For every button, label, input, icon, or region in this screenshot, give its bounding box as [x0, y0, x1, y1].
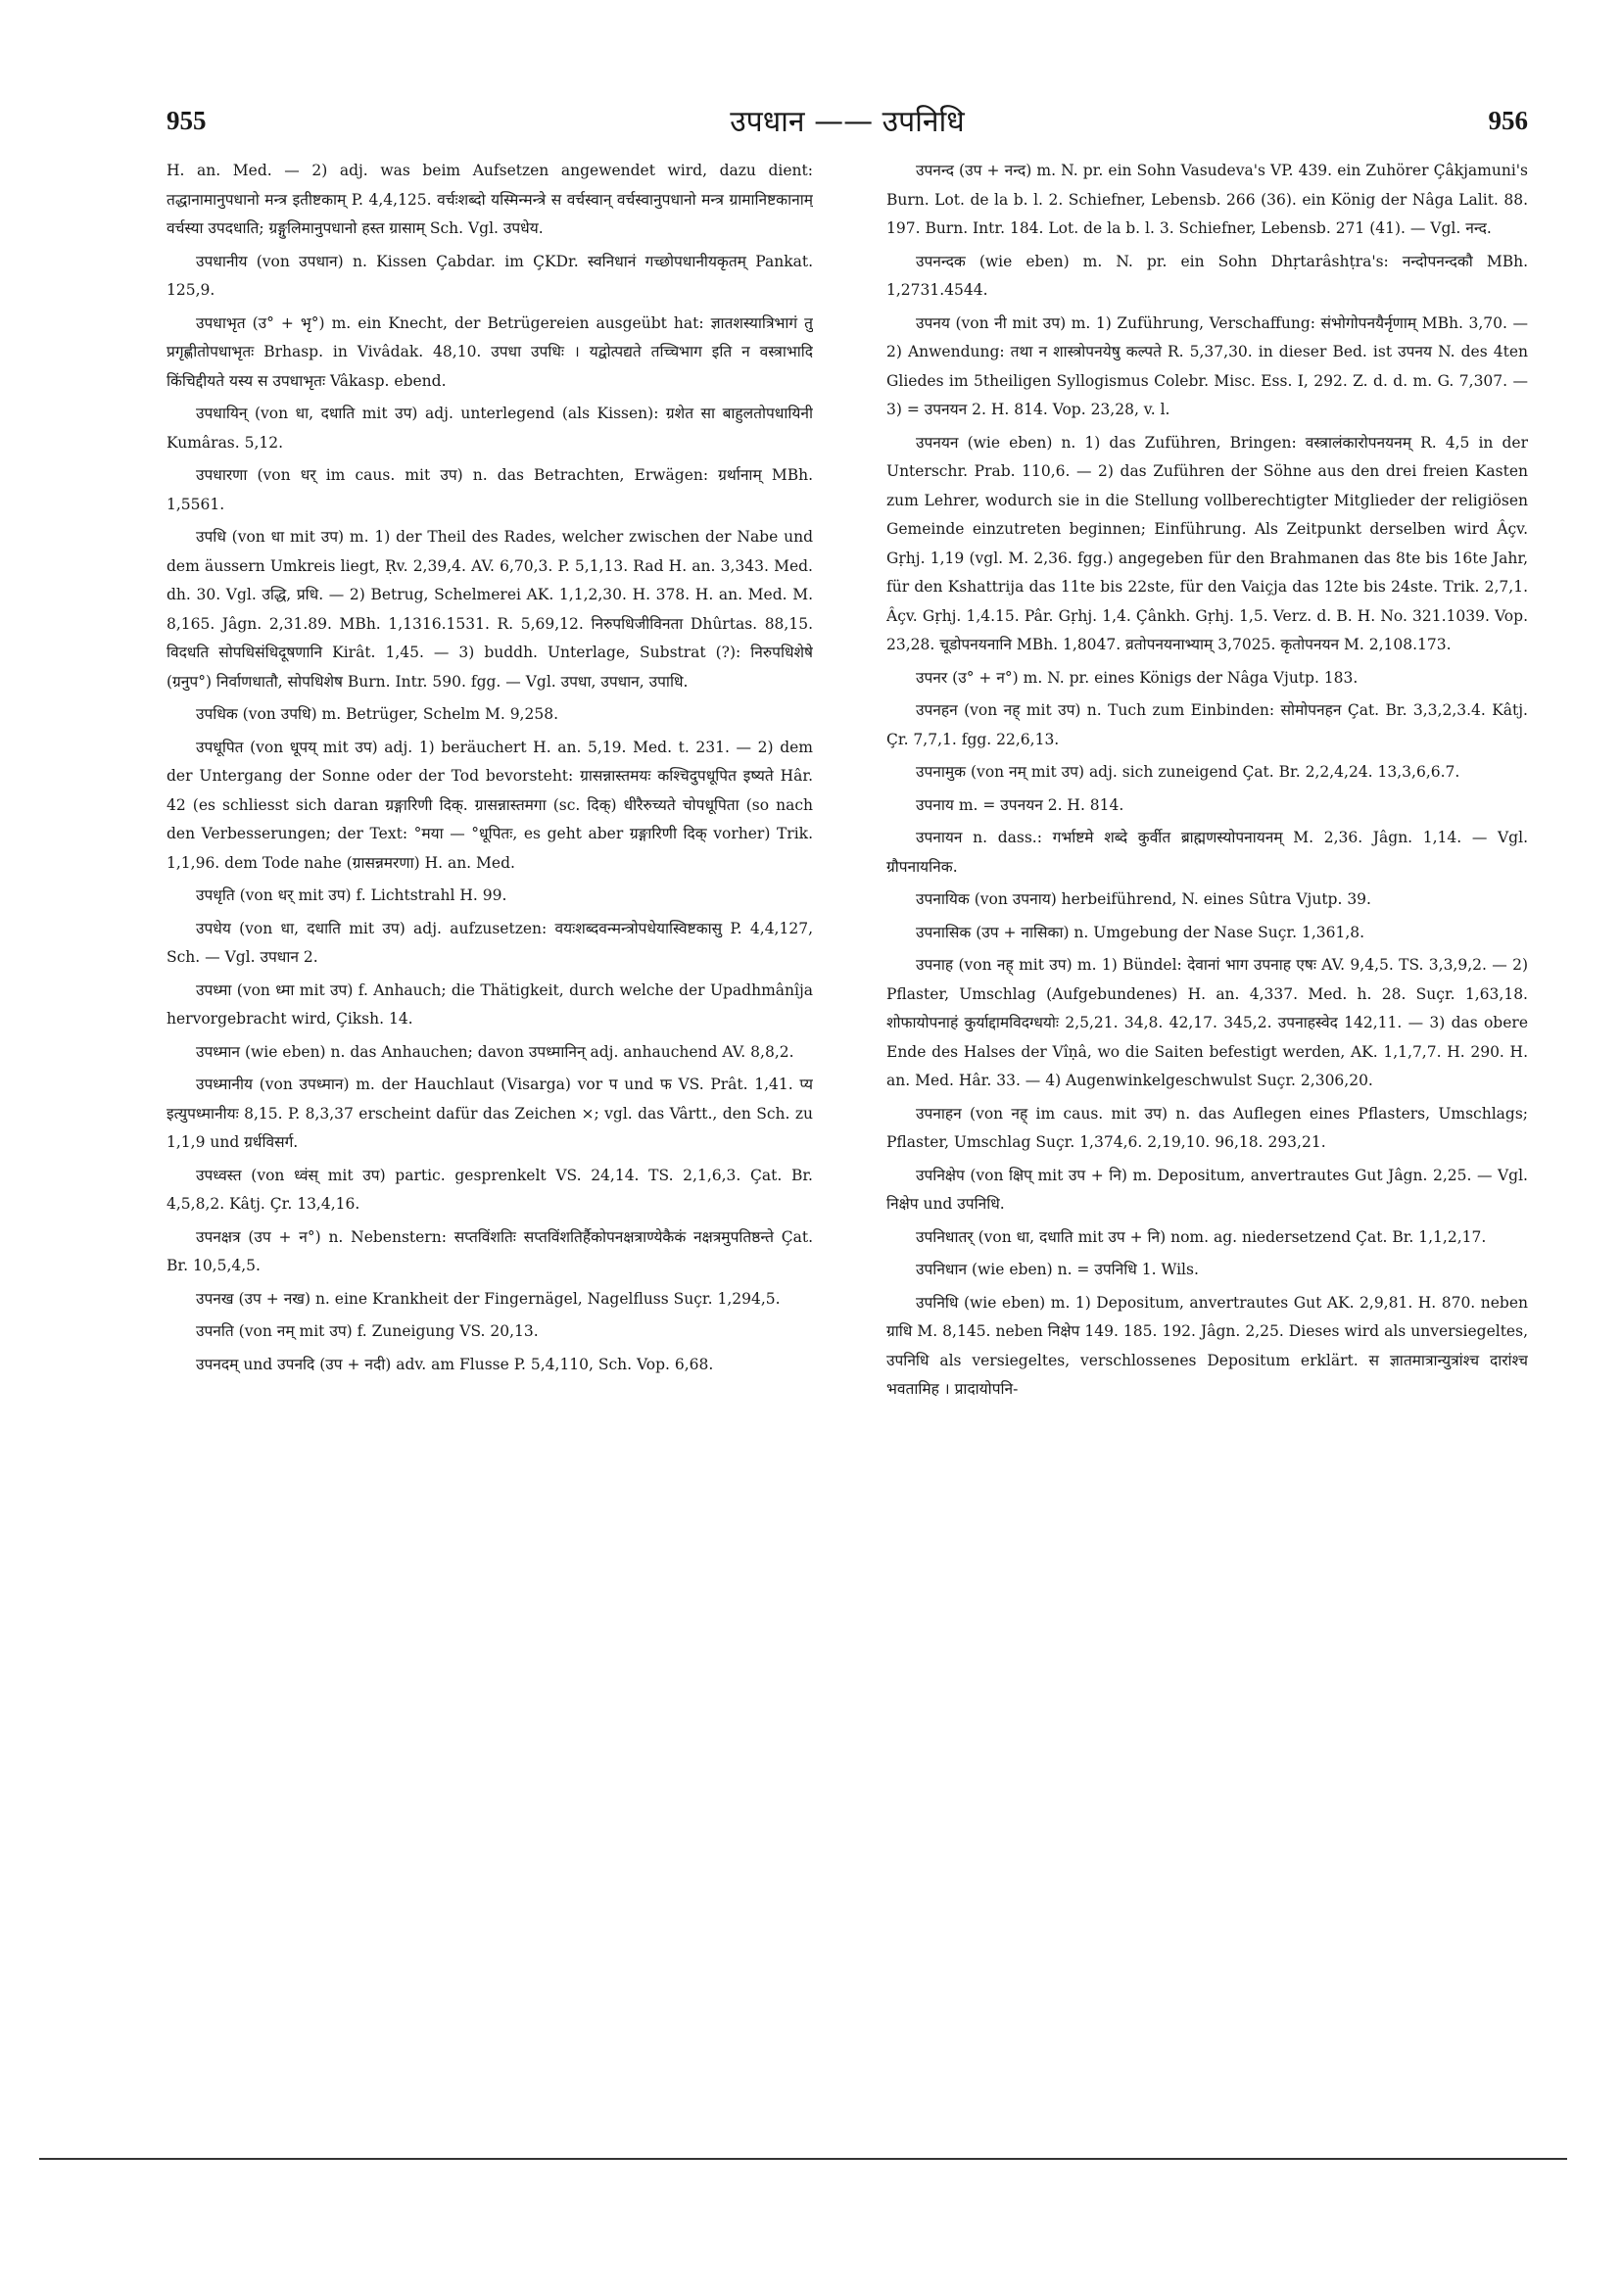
entry: उपधूपित (von धूपय् mit उप) adj. 1) beräuchert H. an. 5,19. Med. t. 231. — 2) dem der Untergang der Sonne oder der Tod bevorsteht: ग्रासन्नास्तमयः कश्चिदुपधूपित इष्यते Hâr. 42 (es schliesst sich daran ग्रङ्गारिणी दिक्. ग्रासन्नास्तमगा (sc. दिक्) धीरैरुच्यते चोपधूपिता (so nach den Verbesserungen; der Text: °मया — °धूपितः, es geht aber ग्रङ्गारिणी दिक् vorher) Trik. 1,1,96. dem Tode nahe (ग्रासन्नमरणा) H. an. Med. — [167, 738, 813, 872]
entry: उपनति (von नम् mit उप) f. Zuneigung VS. 20,13. — [196, 1322, 539, 1340]
entry: उपनयन (wie eben) n. 1) das Zuführen, Bringen: वस्त्रालंकारोपनयनम् R. 4,5 in der Unterschr. Prab. 110,6. — 2) das Zuführen der Söhne aus den drei freien Kasten zum Lehrer, wodurch sie in die Stellung vollberechtigter Mitglieder der religiösen Gemeinde einzutreten beginnen; Einführung. Als Zeitpunkt derselben wird Âçv. Gṛhj. 1,19 (vgl. M. 2,36. fgg.) angegeben für den Brahmanen das 8te bis 16te Jahr, für den Kshattrija das 11te bis 22ste, für den Vaiçja das 12te bis 24ste. Trik. 2,7,1. Âçv. Gṛhj. 1,4.15. Pâr. Gṛhj. 1,4. Çânkh. Gṛhj. 1,5. Verz. d. B. H. No. 321.1039. Vop. 23,28. चूडोपनयनानि MBh. 1,8047. व्रतोपनयनाभ्याम् 3,7025. कृतोपनयन M. 2,108.173. — [886, 433, 1528, 653]
entry: उपनय (von नी mit उप) m. 1) Zuführung, Verschaffung: संभोगोपनयैर्नृणाम् MBh. 3,70. — 2) Anwendung: तथा न शास्त्रोपनयेषु कल्पते R. 5,37,30. in dieser Bed. ist उपनय N. des 4ten Gliedes im 5theiligen Syllogismus Colebr. Misc. Ess. I, 292. Z. d. d. m. G. 7,307. — 3) = उपनयन 2. H. 814. Vop. 23,28, v. l. — [886, 313, 1528, 418]
entry: उपनाय m. = उपनयन 2. H. 814. — [916, 795, 1124, 814]
entry: उपधृति (von धर् mit उप) f. Lichtstrahl H. 99. — [196, 886, 507, 904]
entry: उपनन्द (उप + नन्द) m. N. pr. ein Sohn Vasudeva's VP. 439. ein Zuhörer Çâkjamuni's Burn. Lot. de la b. l. 2. Schiefner, Lebensb. 266 (36). ein König der Nâga Lalit. 88. 197. Burn. Intr. 184. Lot. de la b. l. 3. Schiefner, Lebensb. 271 (41). — Vgl. नन्द. — [886, 162, 1528, 237]
entry: उपनाहन (von नह् im caus. mit उप) n. das Auflegen eines Pflasters, Umschlags; Pflaster, Umschlag Suçr. 1,374,6. 2,19,10. 96,18. 293,21. — [886, 1104, 1528, 1151]
entry: उपधिक (von उपधि) m. Betrüger, Schelm M. 9,258. — [196, 705, 558, 723]
entry: उपनक्षत्र (उप + न°) n. Nebenstern: सप्तविंशतिः सप्तविंशतिर्हैकोपनक्षत्राण्येकैकं नक्षत्रमुपतिष्ठन्ते Çat. Br. 10,5,4,5. — [167, 1227, 813, 1274]
entry: उपधायिन् (von धा, दधाति mit उप) adj. unterlegend (als Kissen): ग्रशेत सा बाहुलतोपधायिनी Kumâras. 5,12. — [167, 405, 813, 452]
entry: उपधेय (von धा, दधाति mit उप) adj. aufzusetzen: वयःशब्दवन्मन्त्रोपधेयास्विष्टकासु P. 4,4,127, Sch. — Vgl. उपधान 2. — [167, 919, 813, 966]
entry: उपधाभृत (उ° + भृ°) m. ein Knecht, der Betrügereien ausgeübt hat: ज्ञातशस्यात्रिभागं तु प्रगृह्णीतोपधाभृतः Brhasp. in Vivâdak. 48,10. उपधा उपधिः । यद्वोत्पद्यते तच्चिभाग इति न वस्त्राभादि किंचिद्दीयते यस्य स उपधाभृतः Vâkasp. ebend. — [167, 313, 813, 390]
entry: उपनामुक (von नम् mit उप) adj. sich zuneigend Çat. Br. 2,2,4,24. 13,3,6,6.7. — [916, 763, 1460, 781]
entry: उपनिधातर् (von धा, दधाति mit उप + नि) nom. ag. niedersetzend Çat. Br. 1,1,2,17. — [916, 1227, 1487, 1246]
page-number-left: 955 — [167, 106, 207, 135]
entry: उपनाह (von नह् mit उप) m. 1) Bündel: देवानां भाग उपनाह एषः AV. 9,4,5. TS. 3,3,9,2. — 2) Pflaster, Umschlag (Aufgebundenes) H. an. 4,337. Med. h. 28. Suçr. 1,63,18. शोफायोपनाहं कुर्याद्दामविदग्धयोः 2,5,21. 34,8. 42,17. 345,2. उपनाहस्वेद 142,11. — 3) das obere Ende des Halses der Vîṇâ, wo die Saiten befestigt werden, AK. 1,1,7,7. H. 290. H. an. Med. Hâr. 33. — 4) Augenwinkelgeschwulst Suçr. 2,306,20. — [886, 956, 1528, 1089]
entry: उपनिक्षेप (von क्षिप् mit उप + नि) m. Depositum, anvertrautes Gut Jâgn. 2,25. — Vgl. निक्षेप und उपनिधि. — [886, 1166, 1528, 1213]
entry: उपध्मानीय (von उपध्मान) m. der Hauchlaut (Visarga) vor प und फ VS. Prât. 1,41. प्य इत्युपध्मानीयः 8,15. P. 8,3,37 erscheint dafür das Zeichen ⨯; vgl. das Vârtt., den Sch. zu 1,1,9 und ग्रर्धविसर्ग. — [167, 1076, 813, 1151]
entry: उपधि (von धा mit उप) m. 1) der Theil des Rades, welcher zwischen der Nabe und dem äussern Umkreis liegt, Ṛv. 2,39,4. AV. 6,70,3. P. 5,1,13. Rad H. an. 3,343. Med. dh. 30. Vgl. उद्धि, प्रधि. — 2) Betrug, Schelmerei AK. 1,1,2,30. H. 378. H. an. Med. M. 8,165. Jâgn. 2,31.89. MBh. 1,1316.1531. R. 5,69,12. निरुपधिजीविनता Dhûrtas. 88,15. विदधति सोपधिसंधिदूषणानि Kirât. 1,45. — 3) buddh. Unterlage, Substrat (?): निरुपधिशेषे (ग्रनुप°) निर्वाणधातौ, सोपधिशेष Burn. Intr. 590. fgg. — Vgl. उपधा, उपधान, उपाधि. — [167, 528, 813, 691]
entry: उपध्मान (wie eben) n. das Anhauchen; davon उपध्मानिन् adj. anhauchend AV. 8,8,2. — [196, 1042, 794, 1061]
page-header — [167, 98, 1528, 147]
entry: उपनर (उ° + न°) m. N. pr. eines Königs der Nâga Vjutp. 183. — [916, 668, 1359, 687]
entry: उपनहन (von नह् mit उप) n. Tuch zum Einbinden: सोमोपनहन Çat. Br. 3,3,2,3.4. Kâtj. Çr. 7,7,1. fgg. 22,6,13. — [886, 701, 1528, 748]
entry: उपध्मा (von ध्मा mit उप) f. Anhauch; die Thätigkeit, durch welche der Upadhmânîja hervorgebracht wird, Çiksh. 14. — [167, 981, 813, 1028]
entry: उपनन्दक (wie eben) m. N. pr. ein Sohn Dhṛtarâshṭra's: नन्दोपनन्दकौ MBh. 1,2731.4544. — [886, 252, 1528, 299]
entry: उपनिधि (wie eben) m. 1) Depositum, anvertrautes Gut AK. 2,9,81. H. 870. neben ग्राधि M. 8,145. neben निक्षेप 149. 185. 192. Jâgn. 2,25. Dieses wird als unversiegeltes, उपनिधि als versiegeltes, verschlossenes Depositum erklärt. स ज्ञातमात्रान्युत्रांश्च दारांश्च भवतामिह । प्रादायोपनि- — [886, 1293, 1528, 1398]
entry: उपधारणा (von धर् im caus. mit उप) n. das Betrachten, Erwägen: ग्रर्थानाम् MBh. 1,5561. — [167, 466, 813, 513]
entry: उपनासिक (उप + नासिका) n. Umgebung der Nase Suçr. 1,361,8. — [916, 923, 1365, 941]
running-title: उपधान —— उपनिधि — [730, 105, 965, 139]
entry: उपनायिक (von उपनाय) herbeiführend, N. eines Sûtra Vjutp. 39. — [916, 890, 1371, 908]
right-column — [886, 157, 1528, 2037]
entry: उपनख (उप + नख) n. eine Krankheit der Fingernägel, Nagelfluss Suçr. 1,294,5. — [196, 1289, 781, 1308]
entry: उपध्वस्त (von ध्वंस् mit उप) partic. gesprenkelt VS. 24,14. TS. 2,1,6,3. Çat. Br. 4,5,8,2. Kâtj. Çr. 13,4,16. — [167, 1166, 813, 1213]
entry: H. an. Med. — 2) adj. was beim Aufsetzen angewendet wird, dazu dient: तद्धानामानुपधानो मन्त्र इतीष्टकाम् P. 4,4,125. वर्चःशब्दो यस्मिन्मन्त्रे स वर्चस्वान् वर्चस्वानुपधानो मन्त्र ग्रामानिष्टकानाम् वर्चस्या उपदधाति; ग्रङ्गुलिमानुपधानो हस्त ग्रासाम् Sch. Vgl. उपधेय. — [167, 162, 813, 237]
entry: उपनायन n. dass.: गर्भाष्टमे शब्दे कुर्वीत ब्राह्मणस्योपनायनम् M. 2,36. Jâgn. 1,14. — Vgl. ग्रौपनायनिक. — [886, 829, 1528, 876]
entry: उपधानीय (von उपधान) n. Kissen Çabdar. im ÇKDr. स्वनिधानं गच्छोपधानीयकृतम् Pankat. 125,9. — [167, 252, 813, 299]
left-column — [167, 157, 813, 2037]
entry: उपनदम् und उपनदि (उप + नदी) adv. am Flusse P. 5,4,110, Sch. Vop. 6,68. — [196, 1355, 714, 1373]
bottom-rule — [39, 2158, 1567, 2160]
page-number-right: 956 — [1488, 106, 1528, 135]
entry: उपनिधान (wie eben) n. = उपनिधि 1. Wils. — [916, 1261, 1199, 1278]
